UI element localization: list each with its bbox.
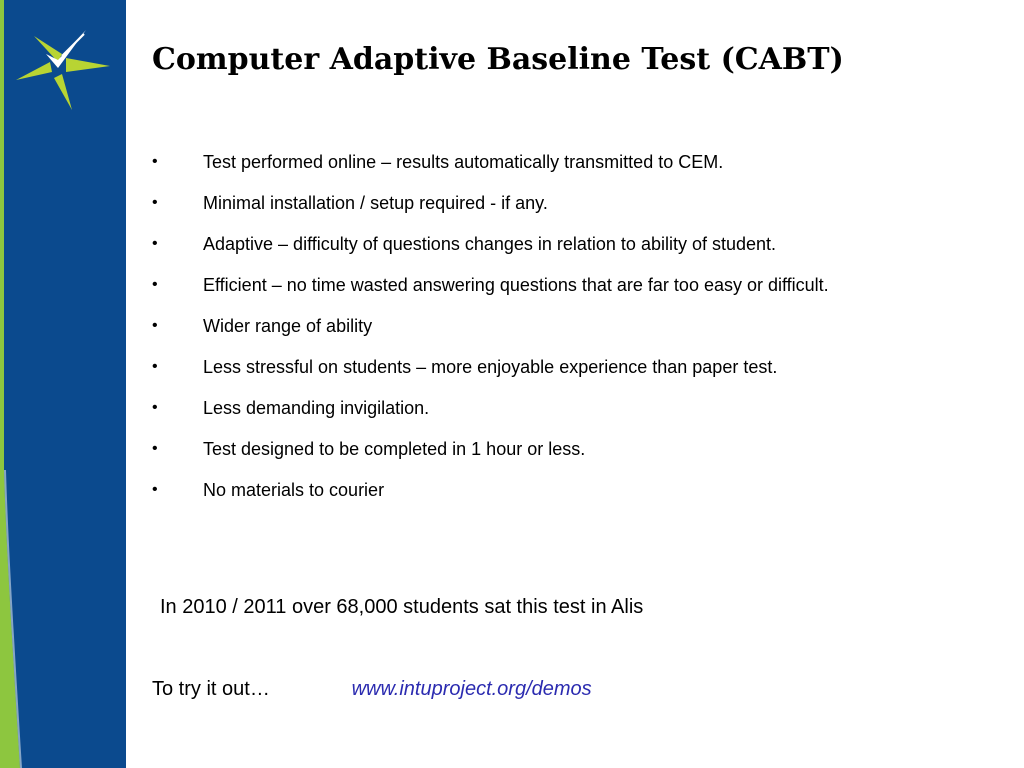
- statistic-text: In 2010 / 2011 over 68,000 students sat this test in Alis: [160, 596, 644, 618]
- bullet-text: Wider range of ability: [203, 316, 373, 336]
- slide-title: Computer Adaptive Baseline Test (CABT): [152, 42, 844, 77]
- try-it-row: [152, 674, 592, 704]
- bullet-dot: •: [152, 358, 158, 375]
- bullet-dot: •: [152, 399, 158, 416]
- demo-link[interactable]: www.intuproject.org/demos: [351, 678, 592, 700]
- bullet-dot: •: [152, 317, 158, 334]
- bullet-dot: •: [152, 481, 158, 498]
- bullet-dot: •: [152, 276, 158, 293]
- bullet-dot: •: [152, 235, 158, 252]
- sidebar-graphic: [0, 0, 126, 768]
- bullet-text: Minimal installation / setup required - if any.: [203, 193, 548, 213]
- bullet-dot: •: [152, 153, 158, 170]
- bullet-text: Less demanding invigilation.: [203, 398, 430, 418]
- bullet-text: Test performed online – results automatically transmitted to CEM.: [203, 152, 724, 172]
- bullet-text: Test designed to be completed in 1 hour or less.: [203, 439, 586, 459]
- bullet-dot: •: [152, 440, 158, 457]
- bullet-text: Adaptive – difficulty of questions changes in relation to ability of student.: [203, 234, 777, 254]
- bullet-dot: •: [152, 194, 158, 211]
- bullet-text: Less stressful on students – more enjoyable experience than paper test.: [203, 357, 778, 377]
- bullet-text: Efficient – no time wasted answering questions that are far too easy or difficult.: [203, 275, 829, 295]
- bullet-text: No materials to courier: [203, 480, 385, 500]
- try-it-label: To try it out…: [152, 678, 270, 700]
- sidebar-decoration: [0, 0, 126, 768]
